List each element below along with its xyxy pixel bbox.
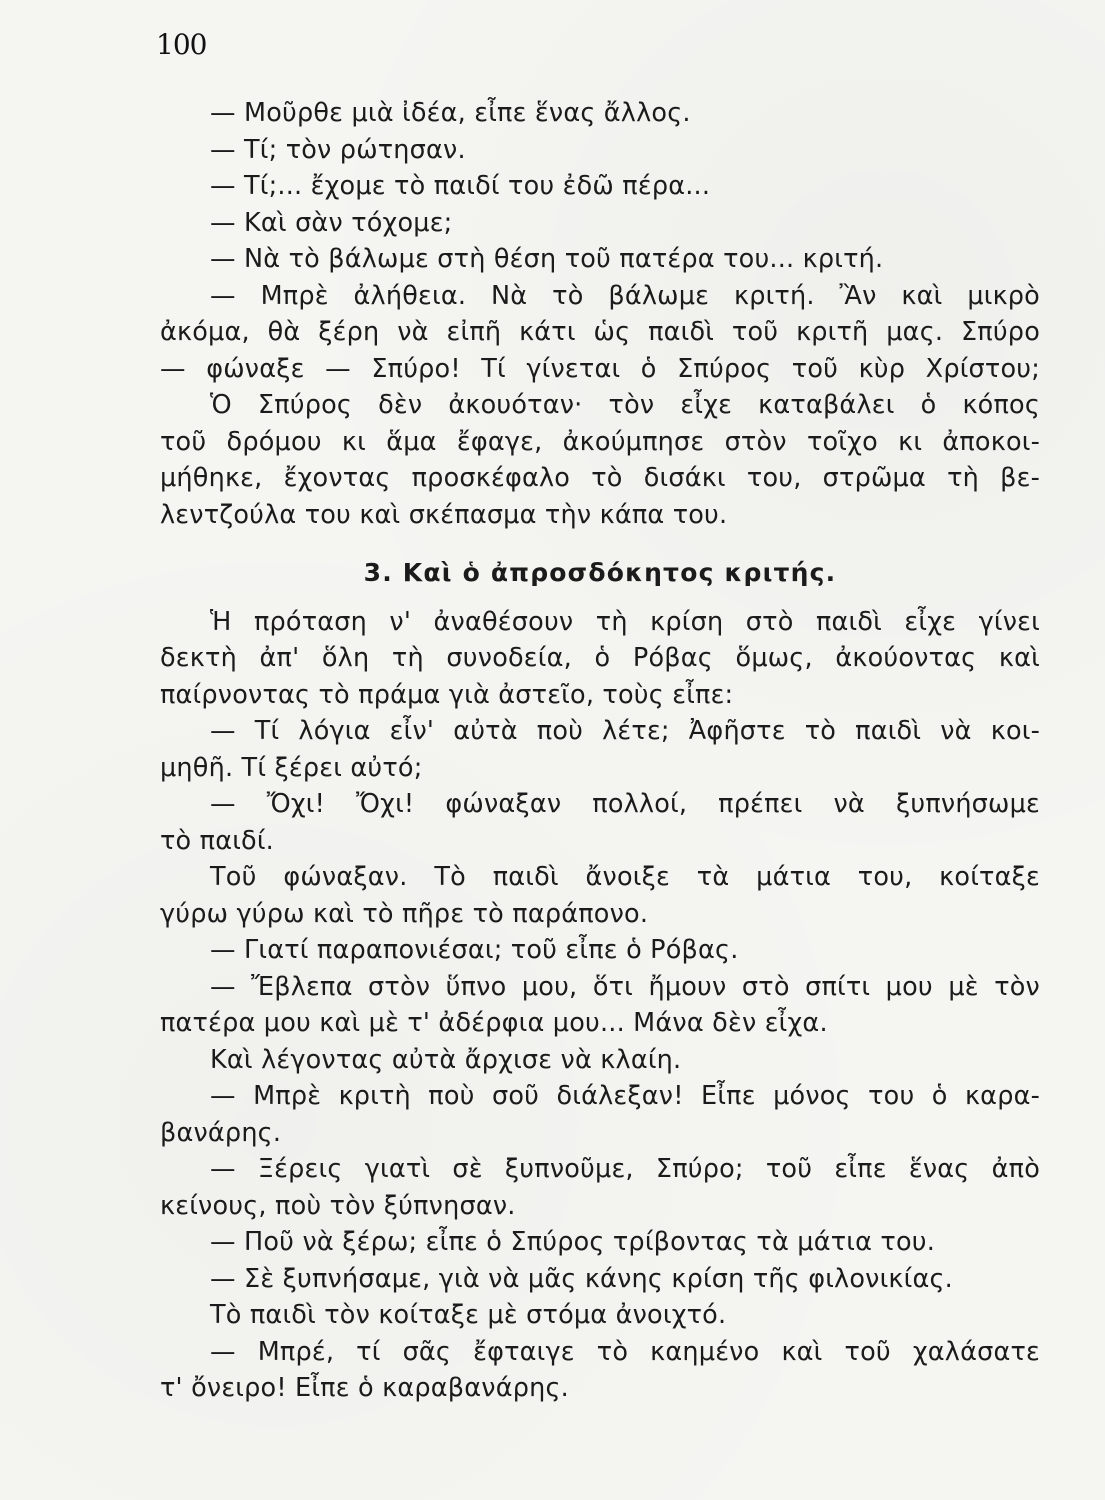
text-line: μηθῆ. Τί ξέρει αὐτό;: [160, 752, 423, 783]
text-line: δεκτὴ ἀπ' ὅλη τὴ συνοδεία, ὁ Ρόβας ὅμως, ἀκούοντας καὶ: [160, 643, 1040, 673]
section-heading: 3. Καὶ ὁ ἀπροσδόκητος κριτής.: [363, 558, 837, 587]
text-line: Ἡ πρόταση ν' ἀναθέσουν τὴ κρίση στὸ παιδὶ εἶχε γίνει: [210, 606, 1040, 637]
text-line: — Ἔβλεπα στὸν ὕπνο μου, ὅτι ἤμουν στὸ σπίτι μου μὲ τὸν: [210, 971, 1040, 1002]
text-line: — Μοῦρθε μιὰ ἰδέα, εἶπε ἕνας ἄλλος.: [210, 98, 691, 128]
text-line: — Τί; τὸν ρώτησαν.: [210, 134, 466, 165]
text-line: Τὸ παιδὶ τὸν κοίταξε μὲ στόμα ἀνοιχτό.: [210, 1300, 727, 1330]
text-line: τὸ παιδί.: [160, 825, 274, 856]
text-line: ἀκόμα, θὰ ξέρη νὰ εἰπῆ κάτι ὡς παιδὶ τοῦ κριτῆ μας. Σπύρο: [160, 317, 1040, 347]
text-line: — Ποῦ νὰ ξέρω; εἶπε ὁ Σπύρος τρίβοντας τὰ μάτια του.: [210, 1227, 936, 1257]
text-line: — Νὰ τὸ βάλωμε στὴ θέση τοῦ πατέρα του... κριτή.: [210, 244, 884, 274]
page-number: 100: [156, 28, 207, 61]
text-line: Ὁ Σπύρος δὲν ἀκουόταν· τὸν εἶχε καταβάλει ὁ κόπος: [210, 390, 1040, 420]
text-line: παίρνοντας τὸ πράμα γιὰ ἀστεῖο, τοὺς εἶπε:: [160, 679, 734, 710]
text-line: κείνους, ποὺ τὸν ξύπνησαν.: [160, 1190, 516, 1221]
text-line: — Μπρὲ κριτὴ ποὺ σοῦ διάλεξαν! Εἶπε μόνος του ὁ καρα-: [210, 1081, 1040, 1111]
text-line: — Καὶ σὰν τόχομε;: [210, 207, 453, 238]
text-line: τοῦ δρόμου κι ἅμα ἔφαγε, ἀκούμπησε στὸν τοῖχο κι ἀποκοι-: [160, 426, 1040, 457]
text-line: — Τί λόγια εἶν' αὐτὰ ποὺ λέτε; Ἀφῆστε τὸ παιδὶ νὰ κοι-: [210, 716, 1040, 746]
text-line: — Γιατί παραπονιέσαι; τοῦ εἶπε ὁ Ρόβας.: [210, 935, 739, 965]
text-line: — Σὲ ξυπνήσαμε, γιὰ νὰ μᾶς κάνης κρίση τῆς φιλονικίας.: [210, 1263, 953, 1294]
text-line: γύρω γύρω καὶ τὸ πῆρε τὸ παράπονο.: [160, 898, 649, 929]
text-line: — Τί;... ἔχομε τὸ παιδί του ἐδῶ πέρα...: [210, 171, 711, 201]
text-line: λεντζούλα του καὶ σκέπασμα τὴν κάπα του.: [160, 499, 728, 530]
text-line: τ' ὄνειρο! Εἶπε ὁ καραβανάρης.: [160, 1373, 569, 1403]
text-line: — Μπρὲ ἀλήθεια. Νὰ τὸ βάλωμε κριτή. Ἂν καὶ μικρὸ: [210, 280, 1040, 311]
text-line: — Ξέρεις γιατὶ σὲ ξυπνοῦμε, Σπύρο; τοῦ εἶπε ἕνας ἀπὸ: [210, 1154, 1040, 1184]
text-line: — φώναξε — Σπύρο! Τί γίνεται ὁ Σπύρος τοῦ κὺρ Χρίστου;: [160, 353, 1040, 384]
text-line: — Μπρέ, τί σᾶς ἔφταιγε τὸ καημένο καὶ τοῦ χαλάσατε: [210, 1336, 1040, 1367]
text-line: — Ὄχι! Ὄχι! φώναξαν πολλοί, πρέπει νὰ ξυπνήσωμε: [210, 789, 1040, 819]
text-line: πατέρα μου καὶ μὲ τ' ἀδέρφια μου... Μάνα δὲν εἶχα.: [160, 1008, 828, 1038]
text-line: βανάρης.: [160, 1117, 282, 1148]
body-text: [160, 95, 1040, 1407]
text-line: Καὶ λέγοντας αὐτὰ ἄρχισε νὰ κλαίη.: [210, 1044, 682, 1075]
text-line: μήθηκε, ἔχοντας προσκέφαλο τὸ δισάκι του, στρῶμα τὴ βε-: [160, 463, 1040, 493]
text-line: Τοῦ φώναξαν. Τὸ παιδὶ ἄνοιξε τὰ μάτια του, κοίταξε: [210, 862, 1040, 892]
